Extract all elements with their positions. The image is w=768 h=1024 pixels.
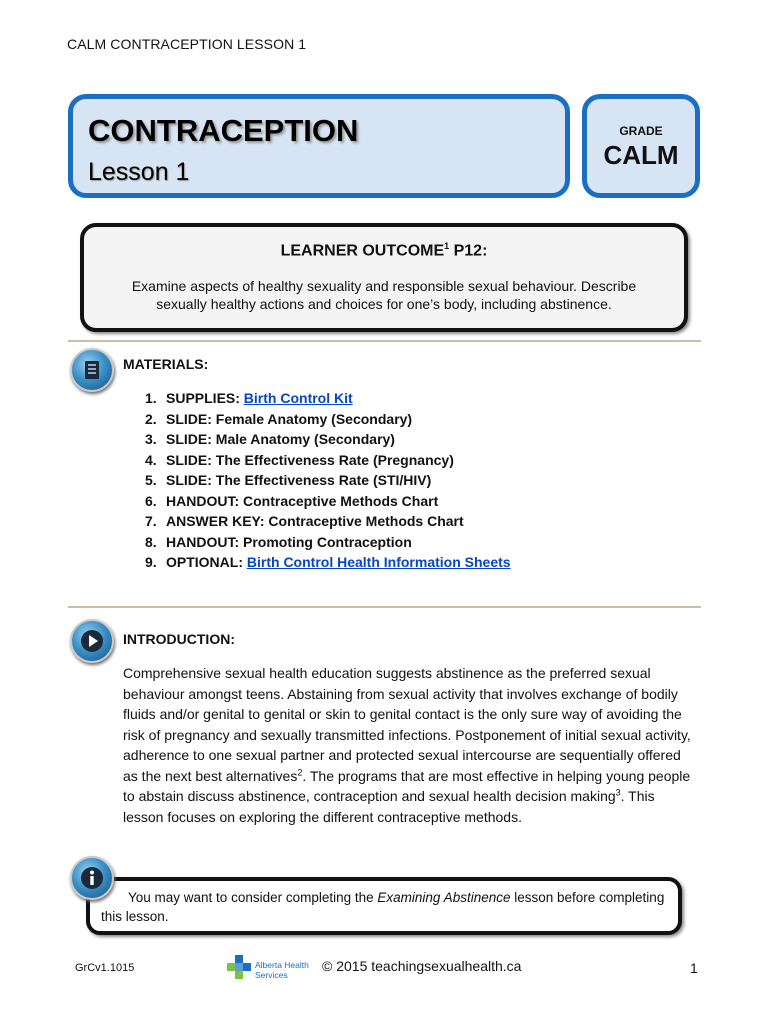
alberta-health-services-logo (226, 954, 316, 982)
item-number: 8. (145, 533, 157, 550)
list-item (145, 470, 511, 491)
grade-value: CALM (603, 140, 679, 170)
intro-part-3: . This lesson focuses on exploring the different contraceptive methods. (123, 788, 655, 825)
introduction-text (123, 663, 698, 827)
item-number: 9. (145, 554, 157, 570)
footnote-2: 2 (297, 766, 303, 777)
play-icon (70, 619, 114, 663)
document-icon (70, 348, 114, 392)
list-item (145, 409, 511, 430)
intro-part-2: . The programs that are most effective in helping young people to abstain discuss abstinence, contraception and sexual health decision making (123, 767, 691, 804)
item-number: 1. (145, 390, 157, 406)
item-text: SLIDE: The Effectiveness Rate (STI/HIV) (166, 472, 432, 488)
item-text: SLIDE: Female Anatomy (Secondary) (166, 410, 413, 427)
grade-label: GRADE (619, 124, 663, 138)
item-text: SUPPLIES: (166, 390, 244, 406)
list-item (145, 450, 511, 471)
section-divider (68, 606, 701, 608)
learner-outcome-heading (84, 241, 684, 260)
section-divider (68, 340, 701, 342)
info-icon (70, 856, 114, 900)
birth-control-kit-link[interactable]: Birth Control Kit (243, 390, 353, 406)
outcome-heading-suffix: P12: (449, 242, 488, 260)
item-number: 2. (145, 410, 157, 427)
item-text: SLIDE: The Effectiveness Rate (Pregnancy) (166, 451, 454, 468)
materials-list (145, 388, 511, 573)
logo-line-1: Alberta Health (255, 960, 309, 970)
item-number: 4. (145, 451, 157, 468)
health-information-sheets-link[interactable]: Birth Control Health Information Sheets (246, 554, 511, 570)
note-text-italic: Examining Abstinence (377, 890, 511, 905)
outcome-footnote: 1 (444, 241, 450, 251)
learner-outcome-text: Examine aspects of healthy sexuality and responsible sexual behaviour. Describe sexually healthy actions and choices for one’s body, including abstinence. (131, 278, 637, 312)
outcome-heading-prefix: LEARNER OUTCOME (280, 242, 445, 260)
page-number: 1 (690, 960, 698, 976)
logo-line-2: Services (255, 970, 288, 980)
item-text: HANDOUT: Promoting Contraception (166, 533, 412, 550)
lesson-title: CONTRACEPTION (88, 113, 359, 148)
note-text (101, 889, 668, 926)
materials-heading: MATERIALS: (123, 356, 209, 372)
list-item (145, 429, 511, 450)
list-item (145, 532, 511, 553)
list-item (145, 552, 511, 573)
grade-box (582, 94, 700, 198)
item-text: OPTIONAL: (166, 554, 247, 570)
list-item (145, 491, 511, 512)
note-text-before: You may want to consider completing the (128, 890, 378, 905)
footnote-3: 3 (615, 787, 621, 798)
item-number: 3. (145, 431, 157, 447)
footer-copyright: © 2015 teachingsexualhealth.ca (322, 958, 522, 974)
item-number: 5. (145, 472, 157, 488)
introduction-heading: INTRODUCTION: (123, 631, 235, 647)
footer-version: GrCv1.1015 (75, 962, 135, 974)
note-text-after: lesson before completing this lesson. (101, 890, 665, 924)
list-item (145, 388, 511, 409)
item-number: 6. (145, 492, 157, 509)
note-box (86, 877, 682, 935)
learner-outcome-box (80, 223, 688, 332)
list-item (145, 511, 511, 532)
logo-text (255, 960, 309, 980)
intro-part-1: Comprehensive sexual health education suggests abstinence as the preferred sexual behaviour amongst teens. Abstaining from sexual activity that involves exchange of bodily fluids and/or genital to genital or skin to genital contact is the only sure way of avoiding the risk of pregnancy and sexually transmitted infections. Postponement of initial sexual activity, adherence to one sexual partner and protected sexual intercourse are sequentially offered as the next best alternatives (123, 665, 691, 784)
item-number: 7. (145, 513, 157, 529)
lesson-subtitle: Lesson 1 (88, 158, 190, 186)
logo-cross-icon (226, 954, 254, 982)
item-text: ANSWER KEY: Contraceptive Methods Chart (166, 513, 464, 529)
running-header: CALM CONTRACEPTION LESSON 1 (67, 36, 307, 52)
title-box (68, 94, 570, 198)
item-text: HANDOUT: Contraceptive Methods Chart (166, 492, 439, 509)
item-text: SLIDE: Male Anatomy (Secondary) (166, 431, 395, 447)
